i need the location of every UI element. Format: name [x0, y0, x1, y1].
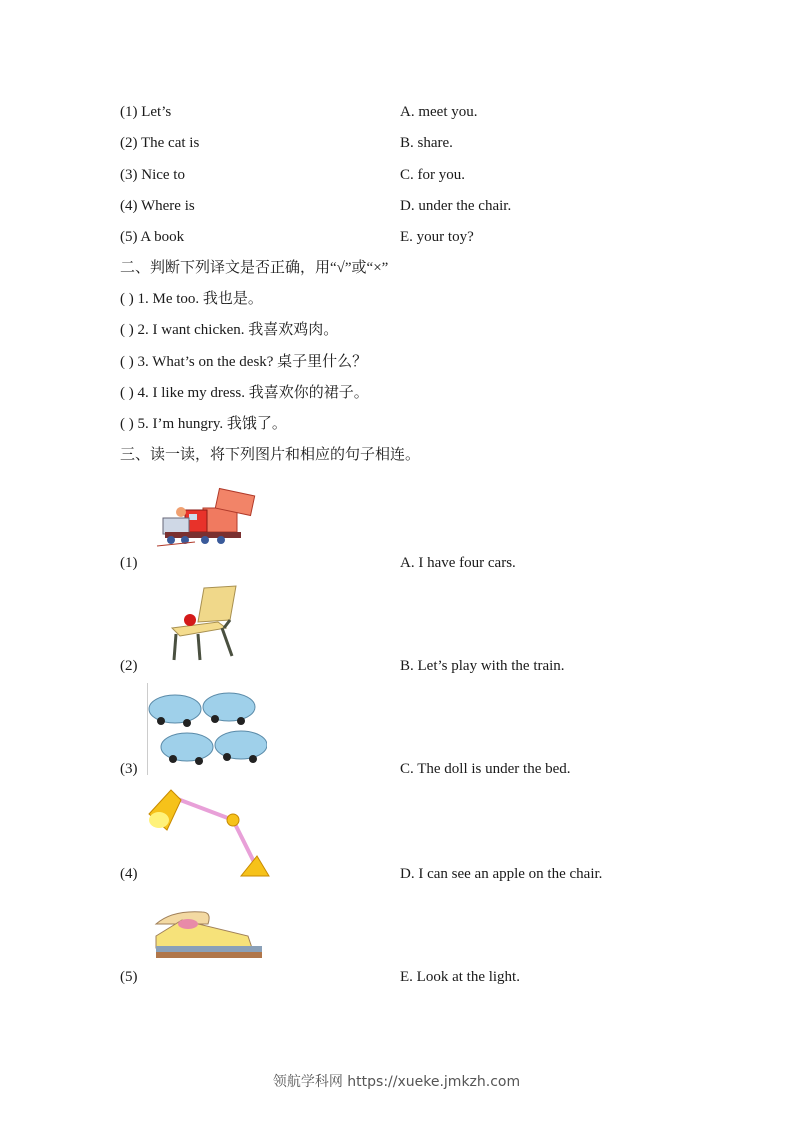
picture-label-2: (2) [120, 658, 138, 674]
train-icon [155, 486, 265, 552]
tf-item-2: ( ) 2. I want chicken. 我喜欢鸡肉。 [120, 322, 339, 338]
phrase-left-3: (3) Nice to [120, 167, 185, 183]
picture-label-3: (3) [120, 761, 138, 777]
phrase-left-1: (1) Let’s [120, 104, 172, 120]
phrase-right-a: A. meet you. [400, 104, 478, 120]
section2-title: 二、判断下列译文是否正确，用“√”或“×” [120, 260, 389, 276]
tf-item-5: ( ) 5. I’m hungry. 我饿了。 [120, 416, 287, 432]
sentence-b: B. Let’s play with the train. [400, 658, 565, 674]
tf-item-3: ( ) 3. What’s on the desk? 桌子里什么？ [120, 354, 368, 370]
tf-item-4: ( ) 4. I like my dress. 我喜欢你的裙子。 [120, 385, 369, 401]
sentence-a: A. I have four cars. [400, 555, 516, 571]
footer-watermark: 领航学科网 https://xueke.jmkzh.com [272, 1074, 521, 1090]
bed-icon [152, 910, 264, 962]
phrase-right-c: C. for you. [400, 167, 465, 183]
phrase-left-2: (2) The cat is [120, 135, 200, 151]
phrase-right-e: E. your toy? [400, 229, 474, 245]
phrase-left-5: (5) A book [120, 229, 185, 245]
sentence-e: E. Look at the light. [400, 969, 520, 985]
tf-item-1: ( ) 1. Me too. 我也是。 [120, 291, 263, 307]
chair-with-apple-icon [168, 584, 240, 664]
picture-label-5: (5) [120, 969, 138, 985]
picture-label-1: (1) [120, 555, 138, 571]
section3-title: 三、读一读，将下列图片和相应的句子相连。 [120, 447, 421, 463]
phrase-left-4: (4) Where is [120, 198, 195, 214]
desk-lamp-icon [145, 786, 271, 880]
sentence-c: C. The doll is under the bed. [400, 761, 571, 777]
picture-label-4: (4) [120, 866, 138, 882]
four-cars-icon [147, 683, 267, 775]
phrase-right-d: D. under the chair. [400, 198, 512, 214]
sentence-d: D. I can see an apple on the chair. [400, 866, 603, 882]
phrase-right-b: B. share. [400, 135, 453, 151]
